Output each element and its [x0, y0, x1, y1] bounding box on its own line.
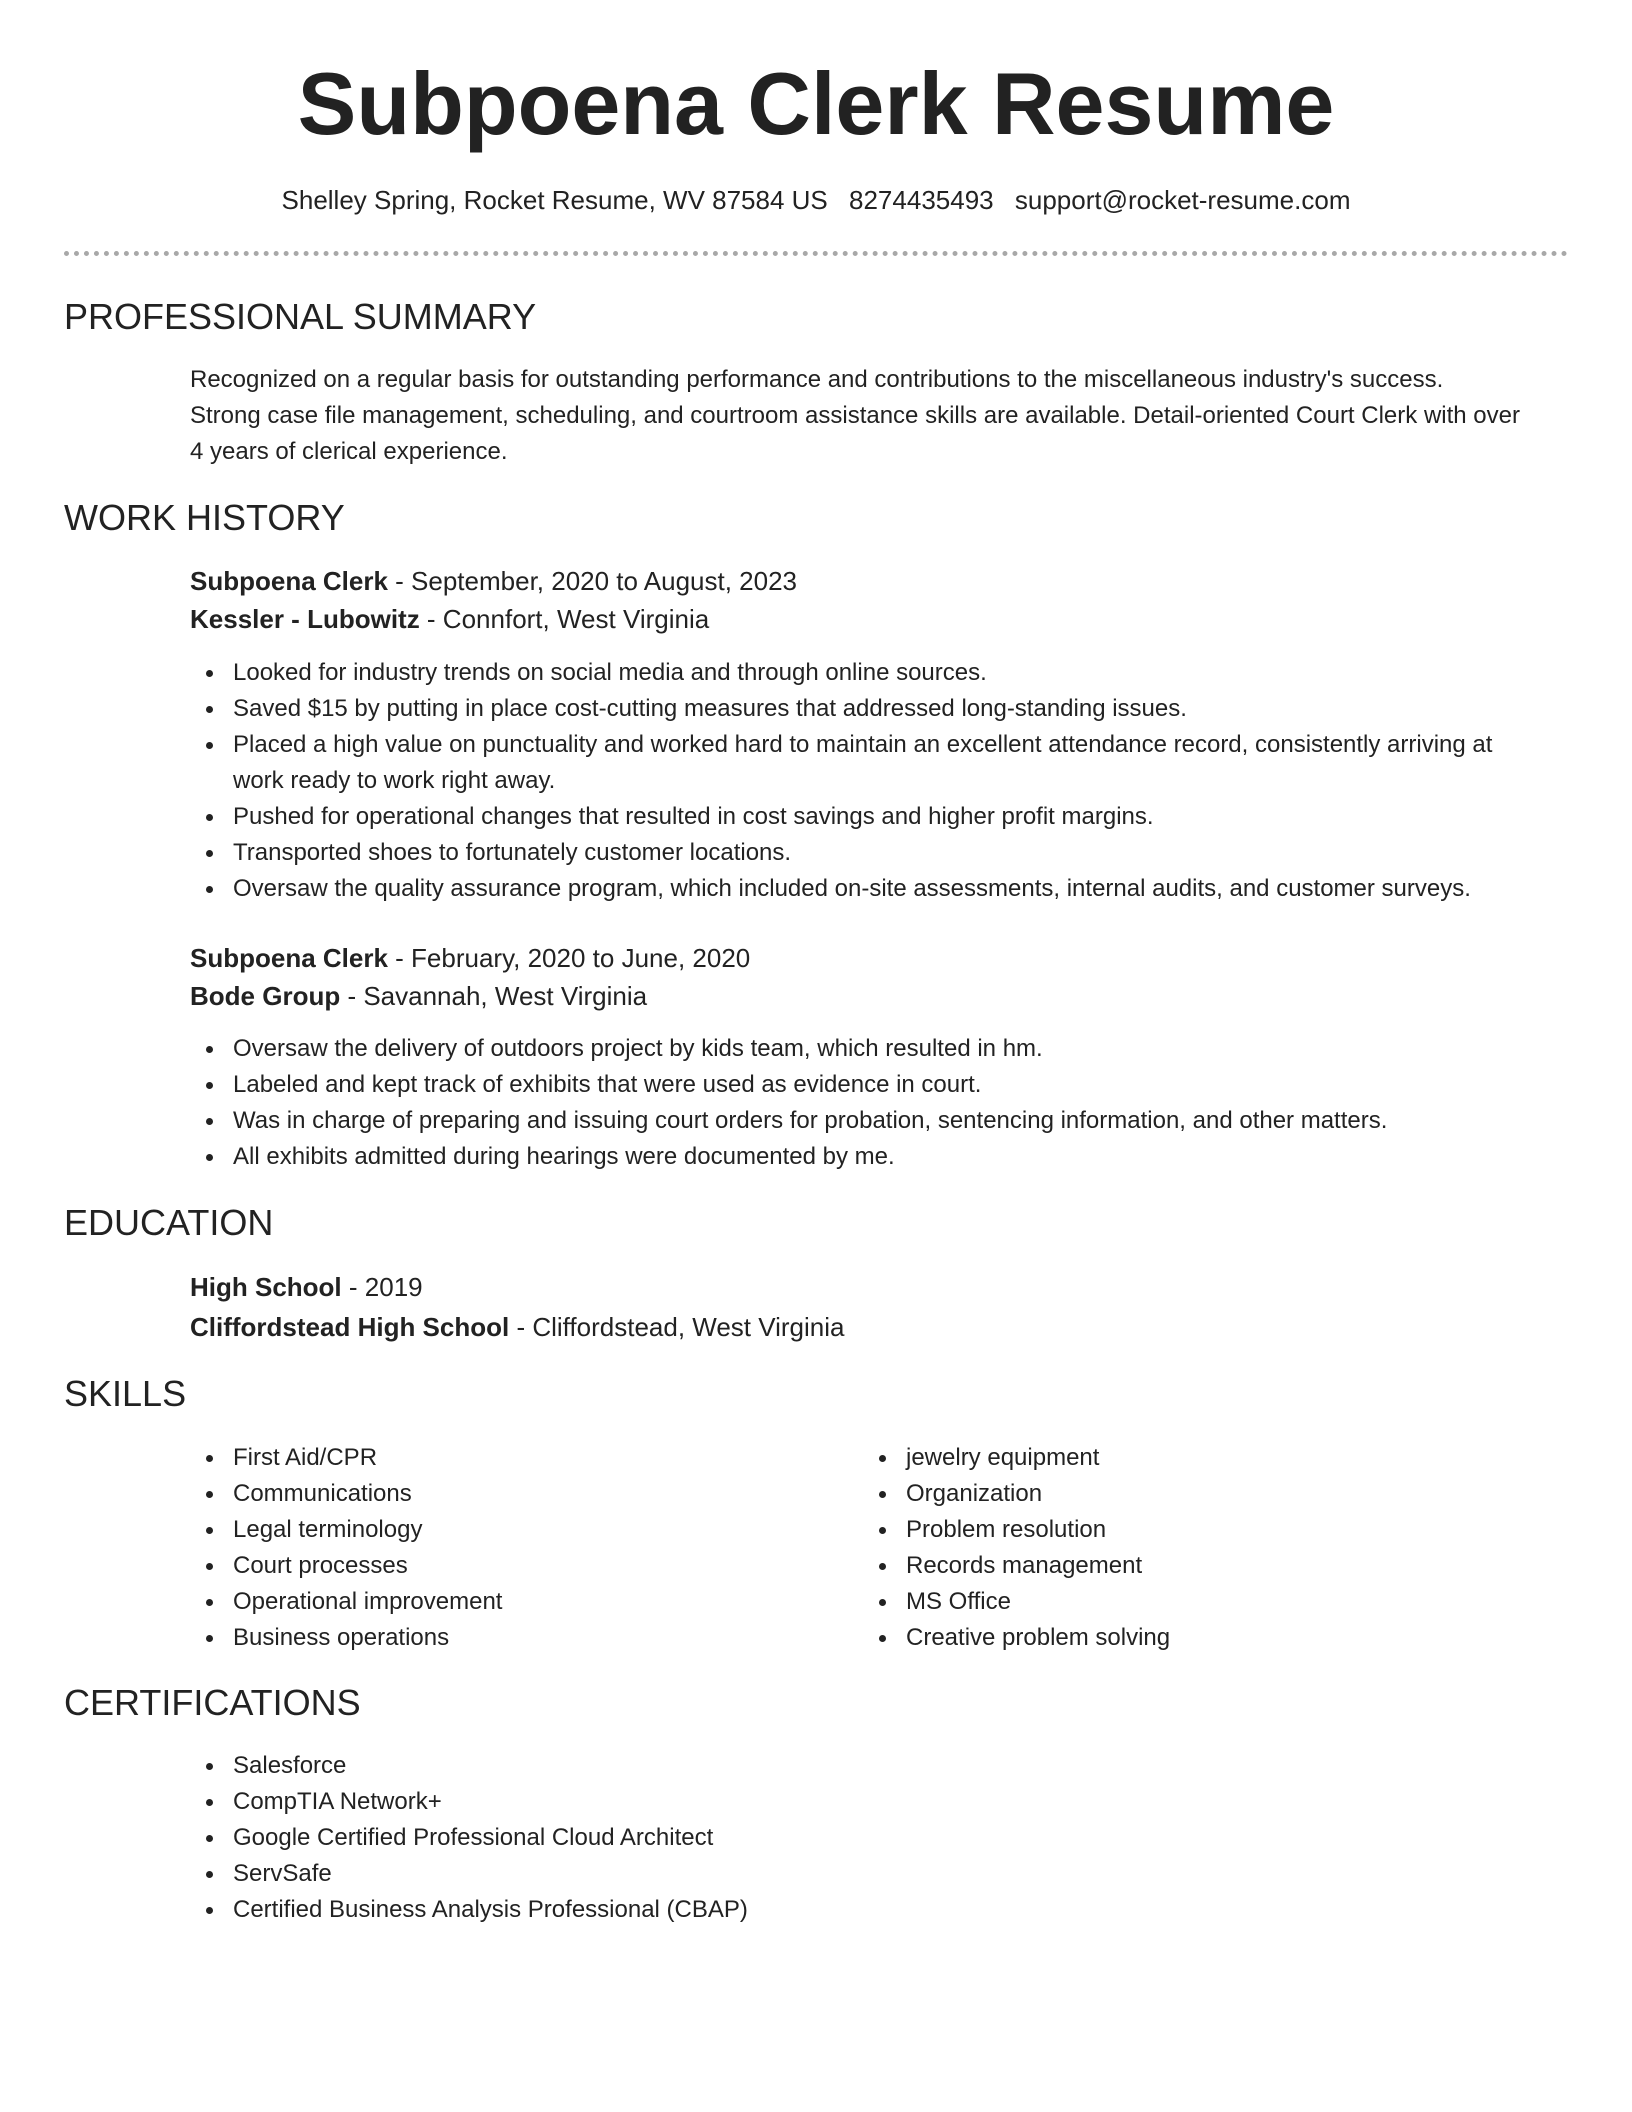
- resume-title: Subpoena Clerk Resume: [297, 54, 1335, 153]
- job-entry: [190, 562, 1570, 638]
- job-company: Kessler - Lubowitz: [190, 604, 420, 634]
- list-item: Court processes: [190, 1548, 790, 1584]
- list-item: Looked for industry trends on social media and through online sources.: [190, 655, 1570, 691]
- job-location: - Connfort, West Virginia: [419, 604, 710, 634]
- list-item: Problem resolution: [863, 1512, 1463, 1548]
- list-item: Creative problem solving: [863, 1620, 1463, 1656]
- job-title: Subpoena Clerk: [190, 943, 388, 973]
- list-item: Oversaw the delivery of outdoors project by kids team, which resulted in hm.: [190, 1031, 1570, 1067]
- job-bullets: [190, 1031, 1570, 1175]
- education-location: - Cliffordstead, West Virginia: [509, 1312, 845, 1342]
- list-item: First Aid/CPR: [190, 1440, 790, 1476]
- list-item: Operational improvement: [190, 1584, 790, 1620]
- list-item: ServSafe: [190, 1856, 1570, 1892]
- education-entry: [190, 1267, 1570, 1347]
- education-degree: High School: [190, 1272, 342, 1302]
- education-school-line: [190, 1307, 1570, 1347]
- skills-heading: SKILLS: [64, 1373, 187, 1414]
- contact-phone: 8274435493: [849, 185, 994, 215]
- list-item: Pushed for operational changes that resulted in cost savings and higher profit margins.: [190, 799, 1570, 835]
- list-item: All exhibits admitted during hearings were documented by me.: [190, 1139, 1570, 1175]
- list-item: Salesforce: [190, 1748, 1570, 1784]
- certifications-heading: CERTIFICATIONS: [64, 1682, 361, 1723]
- summary-line: Recognized on a regular basis for outstanding performance and contributions to the miscellaneous industry's success.: [190, 366, 1444, 393]
- list-item: Records management: [863, 1548, 1463, 1584]
- list-item: Legal terminology: [190, 1512, 790, 1548]
- list-item: Organization: [863, 1476, 1463, 1512]
- work-history-heading: WORK HISTORY: [64, 497, 345, 538]
- job-title-line: [190, 562, 1570, 600]
- job-bullets: [190, 655, 1570, 907]
- education-school: Cliffordstead High School: [190, 1312, 510, 1342]
- contact-line: [0, 182, 1632, 218]
- list-item: Was in charge of preparing and issuing court orders for probation, sentencing information, and other matters.: [190, 1103, 1570, 1139]
- list-item: Google Certified Professional Cloud Architect: [190, 1820, 1570, 1856]
- list-item: Labeled and kept track of exhibits that were used as evidence in court.: [190, 1067, 1570, 1103]
- summary-text: [190, 362, 1570, 470]
- certifications-list: [190, 1748, 1570, 1928]
- list-item-continuation: work ready to work right away.: [233, 767, 556, 794]
- education-year: - 2019: [341, 1272, 423, 1302]
- list-item: Communications: [190, 1476, 790, 1512]
- job-company-line: [190, 977, 1570, 1015]
- summary-heading: PROFESSIONAL SUMMARY: [64, 296, 537, 337]
- summary-line: Strong case file management, scheduling, and courtroom assistance skills are available. Detail-oriented Court Clerk with over: [190, 402, 1520, 429]
- skills-left-column: [190, 1440, 790, 1656]
- list-item: MS Office: [863, 1584, 1463, 1620]
- list-item: CompTIA Network+: [190, 1784, 1570, 1820]
- list-item: Saved $15 by putting in place cost-cutting measures that addressed long-standing issues.: [190, 691, 1570, 727]
- job-dates: - September, 2020 to August, 2023: [387, 566, 798, 596]
- list-item: Transported shoes to fortunately customer locations.: [190, 835, 1570, 871]
- list-item: Business operations: [190, 1620, 790, 1656]
- education-heading: EDUCATION: [64, 1202, 274, 1243]
- job-entry: [190, 939, 1570, 1015]
- list-item: Placed a high value on punctuality and worked hard to maintain an excellent attendance record, consistently arriving at: [190, 727, 1570, 763]
- job-dates: - February, 2020 to June, 2020: [387, 943, 751, 973]
- list-item: Oversaw the quality assurance program, which included on-site assessments, internal audits, and customer surveys.: [190, 871, 1570, 907]
- job-location: - Savannah, West Virginia: [340, 981, 648, 1011]
- job-company: Bode Group: [190, 981, 341, 1011]
- summary-line: 4 years of clerical experience.: [190, 438, 508, 465]
- education-degree-line: [190, 1267, 1570, 1307]
- list-item: Certified Business Analysis Professional (CBAP): [190, 1892, 1570, 1928]
- header-divider: [64, 251, 1568, 256]
- list-item: jewelry equipment: [863, 1440, 1463, 1476]
- skills-right-column: [863, 1440, 1463, 1656]
- contact-address: Shelley Spring, Rocket Resume, WV 87584 US: [281, 185, 828, 215]
- contact-email: support@rocket-resume.com: [1014, 185, 1351, 215]
- job-title: Subpoena Clerk: [190, 566, 388, 596]
- job-title-line: [190, 939, 1570, 977]
- job-company-line: [190, 600, 1570, 638]
